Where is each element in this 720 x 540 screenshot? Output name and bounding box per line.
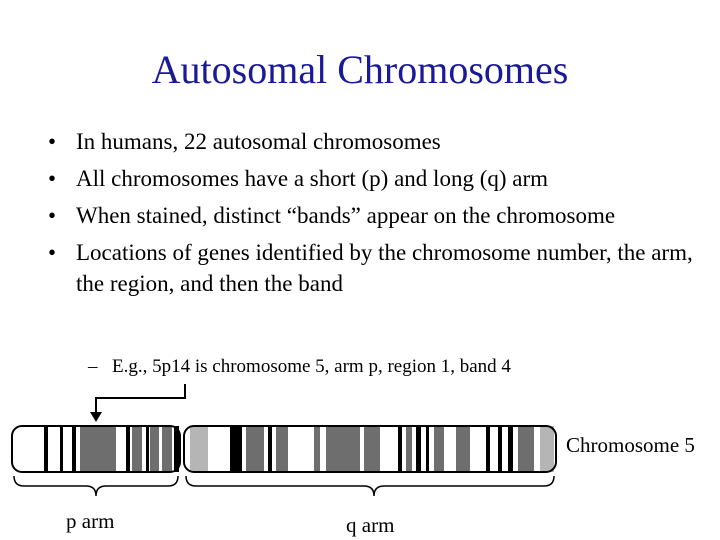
p-arm-brace — [14, 476, 178, 496]
band — [230, 426, 242, 472]
band — [44, 426, 48, 472]
band — [80, 426, 116, 472]
q-arm-label: q arm — [346, 513, 395, 537]
band — [190, 426, 208, 472]
band — [314, 426, 320, 472]
band — [276, 426, 288, 472]
bullet-text: All chromosomes have a short (p) and long (q) arm — [76, 166, 549, 191]
band — [498, 426, 502, 472]
band — [518, 426, 534, 472]
band — [246, 426, 264, 472]
band — [72, 426, 76, 472]
band — [174, 426, 179, 472]
band — [132, 426, 142, 472]
sub-bullet-marker: – — [88, 356, 98, 377]
band — [268, 426, 272, 472]
bullet-text: When stained, distinct “bands” appear on the chromosome — [76, 203, 616, 228]
band — [540, 426, 554, 472]
band — [416, 426, 421, 472]
pointer-arrow-line — [96, 384, 185, 412]
band — [398, 426, 402, 472]
band — [406, 426, 412, 472]
slide-title: Autosomal Chromosomes — [151, 47, 569, 92]
band — [486, 426, 490, 472]
bullet-dot-icon: • — [48, 203, 57, 228]
band — [456, 426, 470, 472]
bullet-text: In humans, 22 autosomal chromosomes — [76, 129, 441, 154]
bullet-dot-icon: • — [48, 129, 57, 154]
bullet-text: Locations of genes identified by the chromosome number, the arm, the region, and then the band — [76, 240, 693, 296]
p-arm-label: p arm — [66, 509, 115, 533]
bullet-dot-icon: • — [48, 240, 57, 265]
band — [434, 426, 444, 472]
band — [364, 426, 380, 472]
sub-bullet-text: E.g., 5p14 is chromosome 5, arm p, region 1, band 4 — [112, 356, 511, 377]
band — [126, 426, 130, 472]
q-arm-bands — [190, 426, 554, 472]
band — [146, 426, 149, 472]
pointer-arrowhead-icon — [90, 412, 102, 422]
chromosome-label: Chromosome 5 — [566, 433, 695, 457]
band — [150, 426, 159, 472]
q-arm-brace — [186, 476, 554, 496]
band — [326, 426, 360, 472]
band — [60, 426, 63, 472]
p-arm-bands — [40, 426, 179, 472]
band — [508, 426, 513, 472]
band — [162, 426, 172, 472]
bullet-dot-icon: • — [48, 166, 57, 191]
band — [426, 426, 429, 472]
